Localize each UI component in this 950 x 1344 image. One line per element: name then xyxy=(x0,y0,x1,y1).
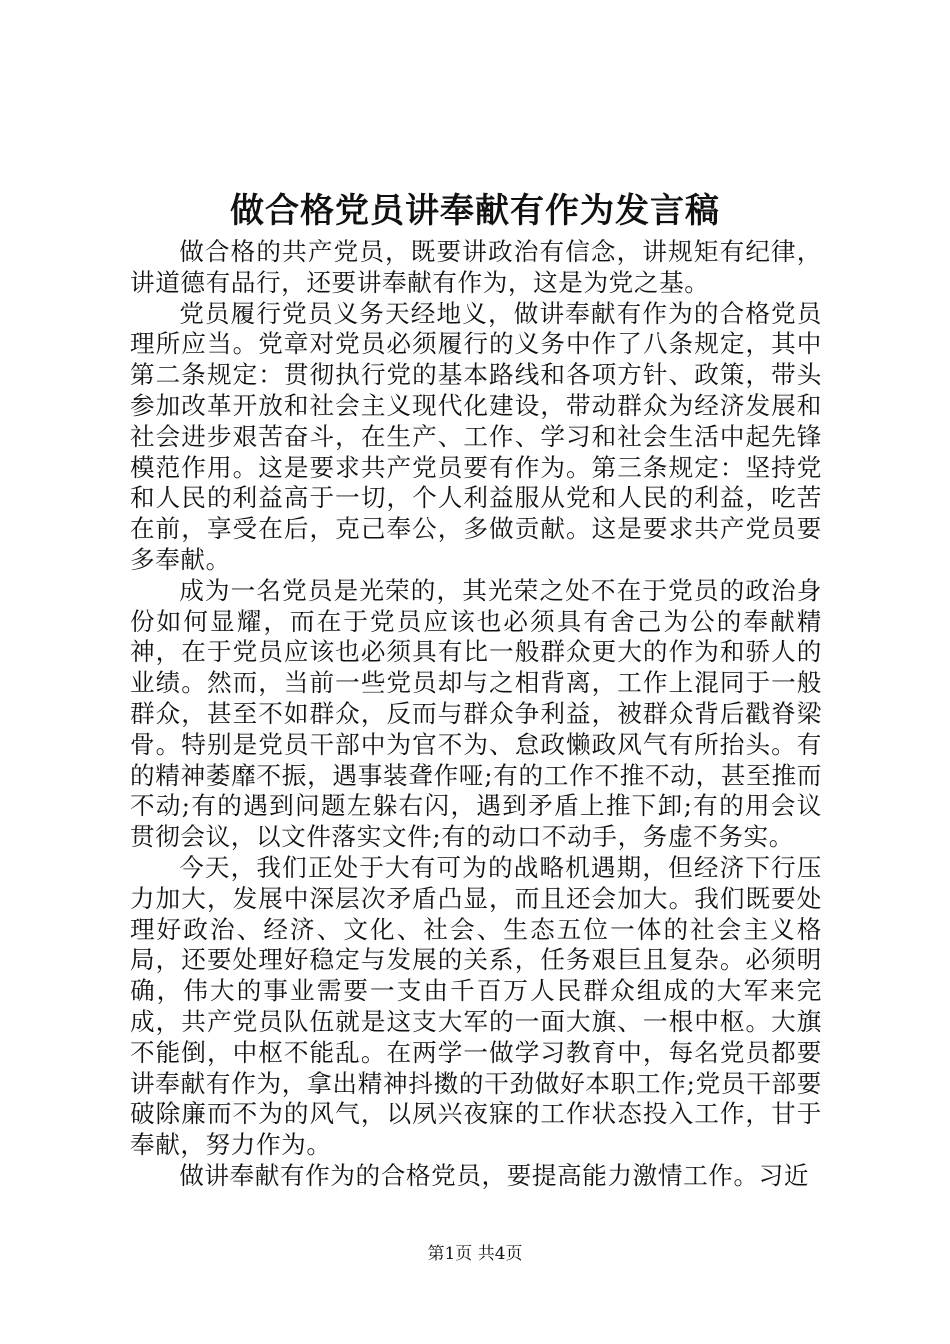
document-body xyxy=(130,237,822,1192)
paragraph-2: 党员履行党员义务天经地义，做讲奉献有作为的合格党员理所应当。党章对党员必须履行的义务中作了八条规定，其中第二条规定：贯彻执行党的基本路线和各项方针、政策，带头参加改革开放和社会主义现代化建设，带动群众为经济发展和社会进步艰苦奋斗，在生产、工作、学习和社会生活中起先锋模范作用。这是要求共产党员要有作为。第三条规定：坚持党和人民的利益高于一切，个人利益服从党和人民的利益，吃苦在前，享受在后，克己奉公，多做贡献。这是要求共产党员要多奉献。 xyxy=(130,298,822,574)
document-title: 做合格党员讲奉献有作为发言稿 xyxy=(230,191,720,231)
page-footer xyxy=(0,1242,950,1266)
paragraph-3: 成为一名党员是光荣的，其光荣之处不在于党员的政治身份如何显耀，而在于党员应该也必须具有舍己为公的奉献精神，在于党员应该也必须具有比一般群众更大的作为和骄人的业绩。然而，当前一些党员却与之相背离，工作上混同于一般群众，甚至不如群众，反而与群众争利益，被群众背后戳脊梁骨。特别是党员干部中为官不为、怠政懒政风气有所抬头。有的精神萎靡不振，遇事装聋作哑;有的工作不推不动，甚至推而不动;有的遇到问题左躲右闪，遇到矛盾上推下卸;有的用会议贯彻会议，以文件落实文件;有的动口不动手，务虚不务实。 xyxy=(130,575,822,852)
paragraph-4: 今天，我们正处于大有可为的战略机遇期，但经济下行压力加大，发展中深层次矛盾凸显，而且还会加大。我们既要处理好政治、经济、文化、社会、生态五位一体的社会主义格局，还要处理好稳定与发展的关系，任务艰巨且复杂。必须明确，伟大的事业需要一支由千百万人民群众组成的大军来完成，共产党员队伍就是这支大军的一面大旗、一根中枢。大旗不能倒，中枢不能乱。在两学一做学习教育中，每名党员都要讲奉献有作为，拿出精神抖擞的干劲做好本职工作;党员干部要破除廉而不为的风气，以夙兴夜寐的工作状态投入工作，甘于奉献，努力作为。 xyxy=(130,852,822,1160)
page-number: 第1页 共4页 xyxy=(427,1244,523,1264)
paragraph-5: 做讲奉献有作为的合格党员，要提高能力激情工作。习近 xyxy=(179,1160,810,1190)
paragraph-1: 做合格的共产党员，既要讲政治有信念，讲规矩有纪律，讲道德有品行，还要讲奉献有作为，这是为党之基。 xyxy=(130,237,822,297)
